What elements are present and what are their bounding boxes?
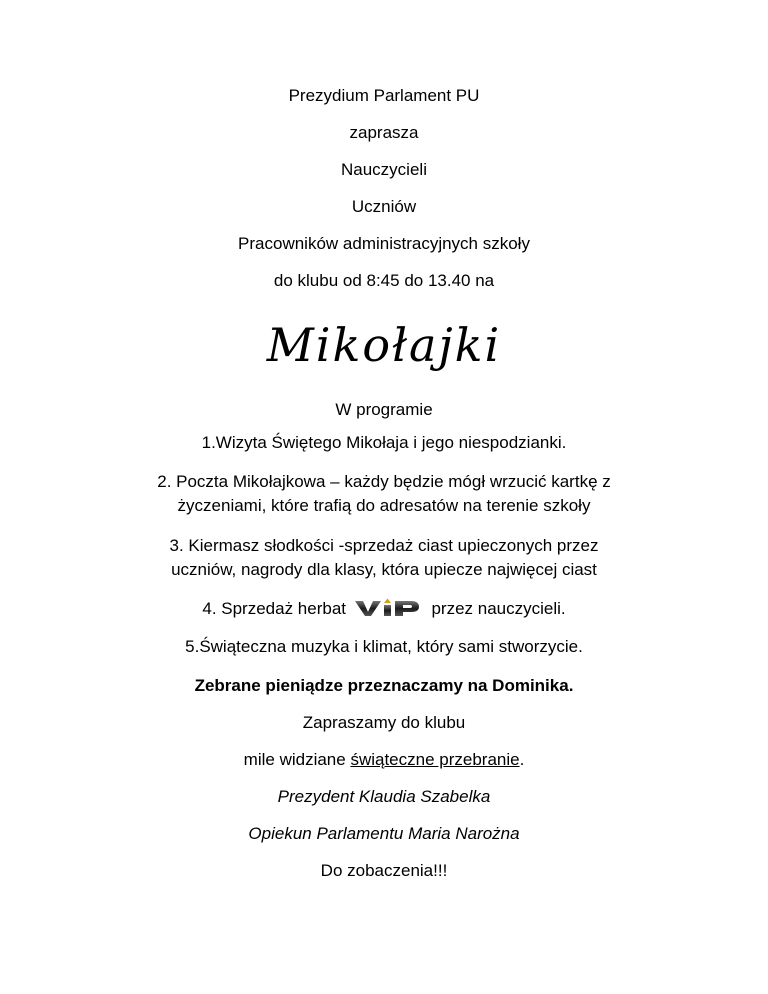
invites-line: zaprasza <box>349 123 419 142</box>
teachers-line: Nauczycieli <box>341 160 427 179</box>
program-item-4-before: 4. Sprzedaż herbat <box>202 599 351 618</box>
costume-after: . <box>519 750 525 769</box>
time-place-line: do klubu od 8:45 do 13.40 na <box>273 271 495 290</box>
closing-line: Do zobaczenia!!! <box>320 861 448 880</box>
program-item-1: 1.Wizyta Świętego Mikołaja i jego niespodzianki. <box>201 433 567 452</box>
invite-line: Zapraszamy do klubu <box>302 713 466 732</box>
staff-line: Pracowników administracyjnych szkoły <box>238 234 530 253</box>
donation-line: Zebrane pieniądze przeznaczamy na Dominika. <box>194 676 574 695</box>
guardian-signature: Opiekun Parlamentu Maria Narożna <box>248 824 520 843</box>
vip-logo-icon <box>353 598 425 618</box>
president-signature: Prezydent Klaudia Szabelka <box>277 787 491 806</box>
program-item-2-line-1: 2. Poczta Mikołajkowa – każdy będzie mógł wrzucić kartkę z <box>157 472 611 491</box>
program-item-4 <box>0 599 768 620</box>
program-item-3-line-1: 3. Kiermasz słodkości -sprzedaż ciast upieczonych przez <box>169 536 599 555</box>
costume-line <box>0 750 768 770</box>
program-item-4-after: przez nauczycieli. <box>426 599 566 618</box>
program-heading: W programie <box>335 400 433 419</box>
program-item-3-line-2: uczniów, nagrody dla klasy, która upiecze najwięcej ciast <box>171 560 597 579</box>
costume-before: mile widziane <box>243 750 351 769</box>
program-item-2-line-2: życzeniami, które trafią do adresatów na terenie szkoły <box>177 496 591 515</box>
event-title: Mikołajki <box>266 318 502 372</box>
students-line: Uczniów <box>351 197 417 216</box>
organizer-line: Prezydium Parlament PU <box>288 86 480 105</box>
costume-underlined: świąteczne przebranie <box>350 750 520 769</box>
program-item-5: 5.Świąteczna muzyka i klimat, który sami stworzycie. <box>185 637 583 656</box>
